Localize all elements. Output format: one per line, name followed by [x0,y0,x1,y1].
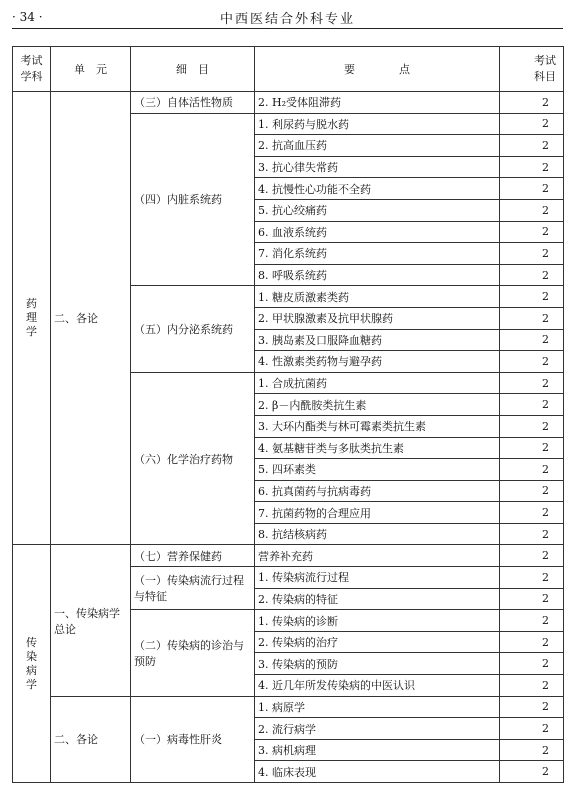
level-cell: 2 [500,394,564,416]
col-unit: 单 元 [51,47,131,92]
level-cell: 2 [500,567,564,589]
level-cell: 2 [500,264,564,286]
level-cell: 2 [500,243,564,265]
point-cell: 4. 临床表现 [255,761,500,783]
level-cell: 2 [500,351,564,373]
level-cell: 2 [500,329,564,351]
col-detail: 细 目 [131,47,255,92]
level-cell: 2 [500,221,564,243]
point-cell: 营养补充药 [255,545,500,567]
level-cell: 2 [500,761,564,783]
point-cell: 4. 抗慢性心功能不全药 [255,178,500,200]
level-cell: 2 [500,459,564,481]
level-cell: 2 [500,372,564,394]
level-cell: 2 [500,178,564,200]
detail-d6: （六）化学治疗药物 [131,372,255,545]
point-cell: 5. 四环素类 [255,459,500,481]
point-cell: 6. 抗真菌药与抗病毒药 [255,480,500,502]
detail-f1: （一）病毒性肝炎 [131,696,255,782]
level-cell: 2 [500,135,564,157]
detail-d5: （五）内分泌系统药 [131,286,255,372]
page-title: 中西医结合外科专业 [219,12,355,27]
syllabus-table [12,46,564,783]
col-subject: 考试 学科 [13,47,51,92]
table-row [13,545,564,567]
level-cell: 2 [500,113,564,135]
point-cell: 2. 传染病的治疗 [255,631,500,653]
detail-d7: （七）营养保健药 [131,545,255,567]
subject-infectious: 传 染 病 学 [13,545,51,783]
point-cell: 1. 合成抗菌药 [255,372,500,394]
level-cell: 2 [500,92,564,114]
point-cell: 3. 抗心律失常药 [255,156,500,178]
point-cell: 7. 消化系统药 [255,243,500,265]
subject-pharmacology: 药 理 学 [13,92,51,545]
level-cell: 2 [500,610,564,632]
point-cell: 3. 大环内酯类与林可霉素类抗生素 [255,415,500,437]
point-cell: 3. 病机病理 [255,739,500,761]
level-cell: 2 [500,415,564,437]
table-row [13,696,564,718]
level-cell: 2 [500,739,564,761]
point-cell: 5. 抗心绞痛药 [255,199,500,221]
point-cell: 2. 抗高血压药 [255,135,500,157]
detail-d4: （四）内脏系统药 [131,113,255,286]
point-cell: 2. β－内酰胺类抗生素 [255,394,500,416]
detail-e2: （二）传染病的诊治与预防 [131,610,255,696]
level-cell: 2 [500,199,564,221]
point-cell: 2. H₂受体阻滞药 [255,92,500,114]
unit-inf-general: 一、传染病学 总论 [51,545,131,696]
point-cell: 6. 血液系统药 [255,221,500,243]
point-cell: 3. 胰岛素及口服降血糖药 [255,329,500,351]
unit-pharm-each: 二、各论 [51,92,131,545]
level-cell: 2 [500,480,564,502]
point-cell: 4. 氨基糖苷类与多肽类抗生素 [255,437,500,459]
col-level: 考试 科目 [500,47,564,92]
point-cell: 1. 传染病的诊断 [255,610,500,632]
point-cell: 1. 利尿药与脱水药 [255,113,500,135]
table-header-row [13,47,564,92]
page-header [12,8,563,28]
col-point: 要 点 [255,47,500,92]
level-cell: 2 [500,437,564,459]
level-cell: 2 [500,653,564,675]
level-cell: 2 [500,523,564,545]
point-cell: 8. 抗结核病药 [255,523,500,545]
point-cell: 1. 传染病流行过程 [255,567,500,589]
point-cell: 8. 呼吸系统药 [255,264,500,286]
page-number: · 34 · [12,10,43,24]
level-cell: 2 [500,156,564,178]
detail-e1: （一）传染病流行过程与特征 [131,567,255,610]
level-cell: 2 [500,545,564,567]
level-cell: 2 [500,286,564,308]
level-cell: 2 [500,631,564,653]
level-cell: 2 [500,307,564,329]
point-cell: 7. 抗菌药物的合理应用 [255,502,500,524]
header-rule [12,28,563,29]
level-cell: 2 [500,718,564,740]
unit-inf-each: 二、各论 [51,696,131,782]
point-cell: 4. 近几年所发传染病的中医认识 [255,675,500,697]
point-cell: 1. 糖皮质激素类药 [255,286,500,308]
point-cell: 1. 病原学 [255,696,500,718]
level-cell: 2 [500,588,564,610]
detail-d3: （三）自体活性物质 [131,92,255,114]
point-cell: 4. 性激素类药物与避孕药 [255,351,500,373]
level-cell: 2 [500,502,564,524]
point-cell: 2. 甲状腺激素及抗甲状腺药 [255,307,500,329]
table-row [13,92,564,114]
level-cell: 2 [500,675,564,697]
point-cell: 2. 传染病的特征 [255,588,500,610]
level-cell: 2 [500,696,564,718]
point-cell: 3. 传染病的预防 [255,653,500,675]
point-cell: 2. 流行病学 [255,718,500,740]
